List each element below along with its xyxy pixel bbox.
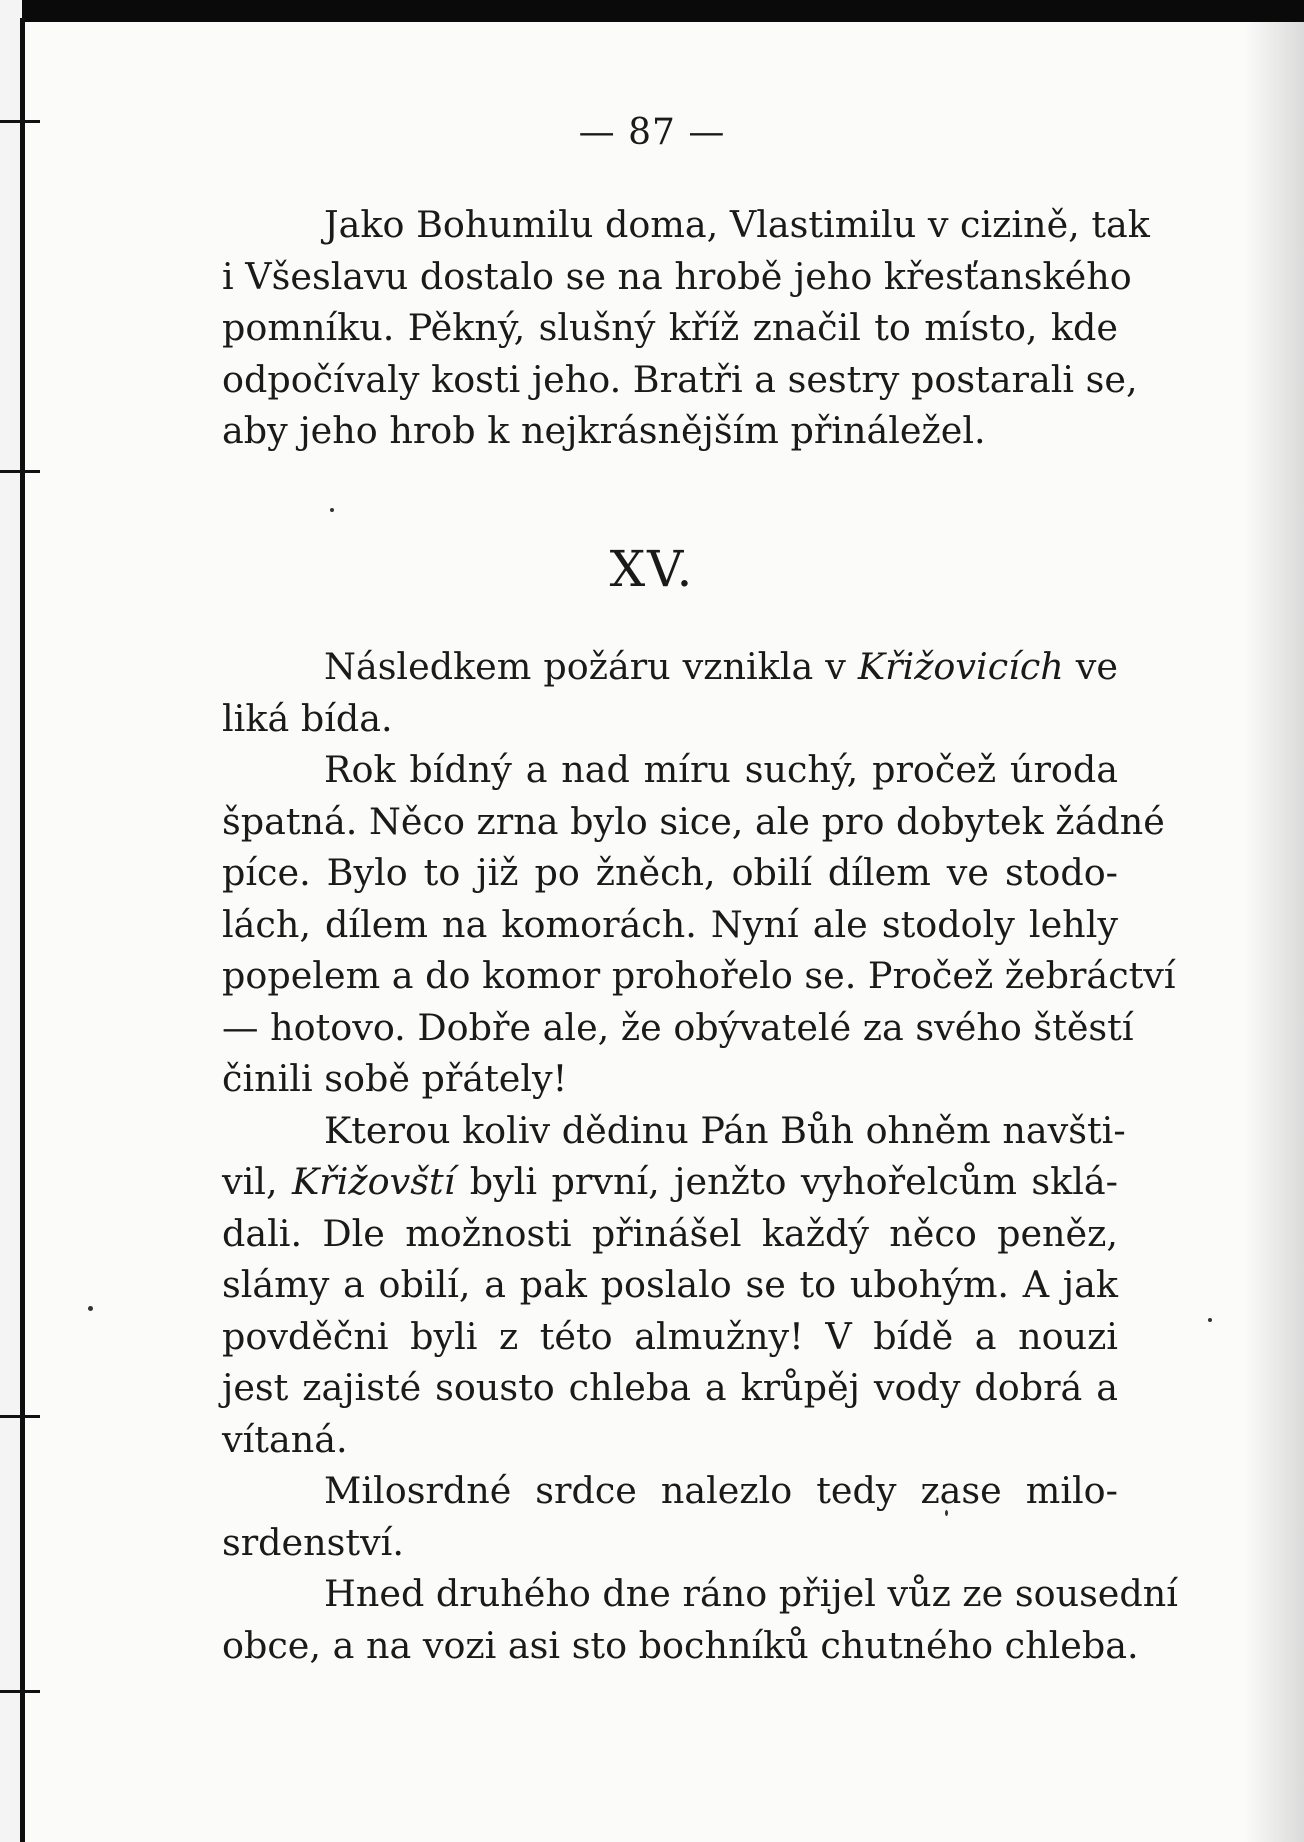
paragraph-5: [222, 1568, 1178, 1671]
place-name: Křižovicích: [857, 645, 1064, 688]
page-edge-shadow: [1244, 22, 1304, 1842]
text-line: obce, a na vozi asi sto bochníků chutného chleba.: [222, 1623, 1139, 1667]
paragraph-3: [222, 1105, 1126, 1466]
text-line: lách, dílem na komorách. Nyní ale stodoly lehly: [222, 902, 1118, 946]
scan-left-margin: [0, 0, 22, 1842]
binding-tick: [0, 470, 40, 473]
paragraph-1: [222, 641, 1118, 744]
text-line: činili sobě přátely!: [222, 1057, 568, 1100]
text-line: Rok bídný a nad míru suchý, pročež úroda: [324, 748, 1118, 791]
text-line: — hotovo. Dobře ale, že obývatelé za svého štěstí: [222, 1005, 1134, 1049]
book-binding-edge: [20, 18, 25, 1842]
text-line: pomníku. Pěkný, slušný kříž značil to místo, kde: [222, 306, 1118, 349]
chapter-body: [222, 641, 1178, 1671]
text-line: Následkem požáru vznikla v Křižovicích ve: [324, 645, 1118, 688]
text-line: Kterou koliv dědinu Pán Bůh ohněm navšti-: [324, 1108, 1126, 1152]
text-line: liká bída.: [222, 696, 393, 740]
binding-tick: [0, 1415, 40, 1418]
scan-top-border: [0, 0, 1304, 22]
text-line: odpočívaly kosti jeho. Bratři a sestry postarali se,: [222, 357, 1138, 401]
text-line: srdenství.: [222, 1520, 404, 1564]
place-name: Křižovští: [292, 1160, 456, 1203]
paper-speck: [1208, 1318, 1212, 1322]
text-line: vítaná.: [222, 1417, 348, 1461]
paper-speck: [88, 1306, 93, 1311]
text-line: píce. Bylo to již po žněch, obilí dílem ve stodo-: [222, 851, 1118, 894]
text-line: i Všeslavu dostalo se na hrobě jeho křesťanského: [222, 254, 1132, 298]
text-line: jest zajisté sousto chleba a krůpěj vody dobrá a: [222, 1366, 1118, 1409]
text-line: popelem a do komor prohořelo se. Pročež žebráctví: [222, 954, 1176, 997]
paragraph-4: [222, 1465, 1118, 1568]
intro-paragraph: [222, 199, 1150, 457]
text-line: Milosrdné srdce nalezlo tedy zase milo-: [324, 1469, 1118, 1512]
paragraph-2: [222, 744, 1176, 1105]
text-line: povděčni byli z této almužny! V bídě a nouzi: [222, 1314, 1118, 1358]
text-line: slámy a obilí, a pak poslalo se to ubohým. A jak: [222, 1263, 1118, 1306]
text-line: dali. Dle možnosti přinášel každý něco peněz,: [222, 1211, 1118, 1255]
text-line: vil, Křižovští byli první, jenžto vyhořelcům sklá-: [222, 1160, 1118, 1203]
page-number: — 87 —: [578, 112, 726, 153]
text-line: aby jeho hrob k nejkrásnějším přináležel.: [222, 409, 986, 452]
binding-tick: [0, 1690, 40, 1693]
text-line: špatná. Něco zrna bylo sice, ale pro dobytek žádné: [222, 799, 1165, 843]
chapter-heading: XV.: [609, 540, 695, 598]
paper-speck: [330, 508, 334, 512]
text-line: Hned druhého dne ráno přijel vůz ze sousední: [324, 1572, 1178, 1615]
text-line: Jako Bohumilu doma, Vlastimilu v cizině, tak: [324, 203, 1150, 246]
